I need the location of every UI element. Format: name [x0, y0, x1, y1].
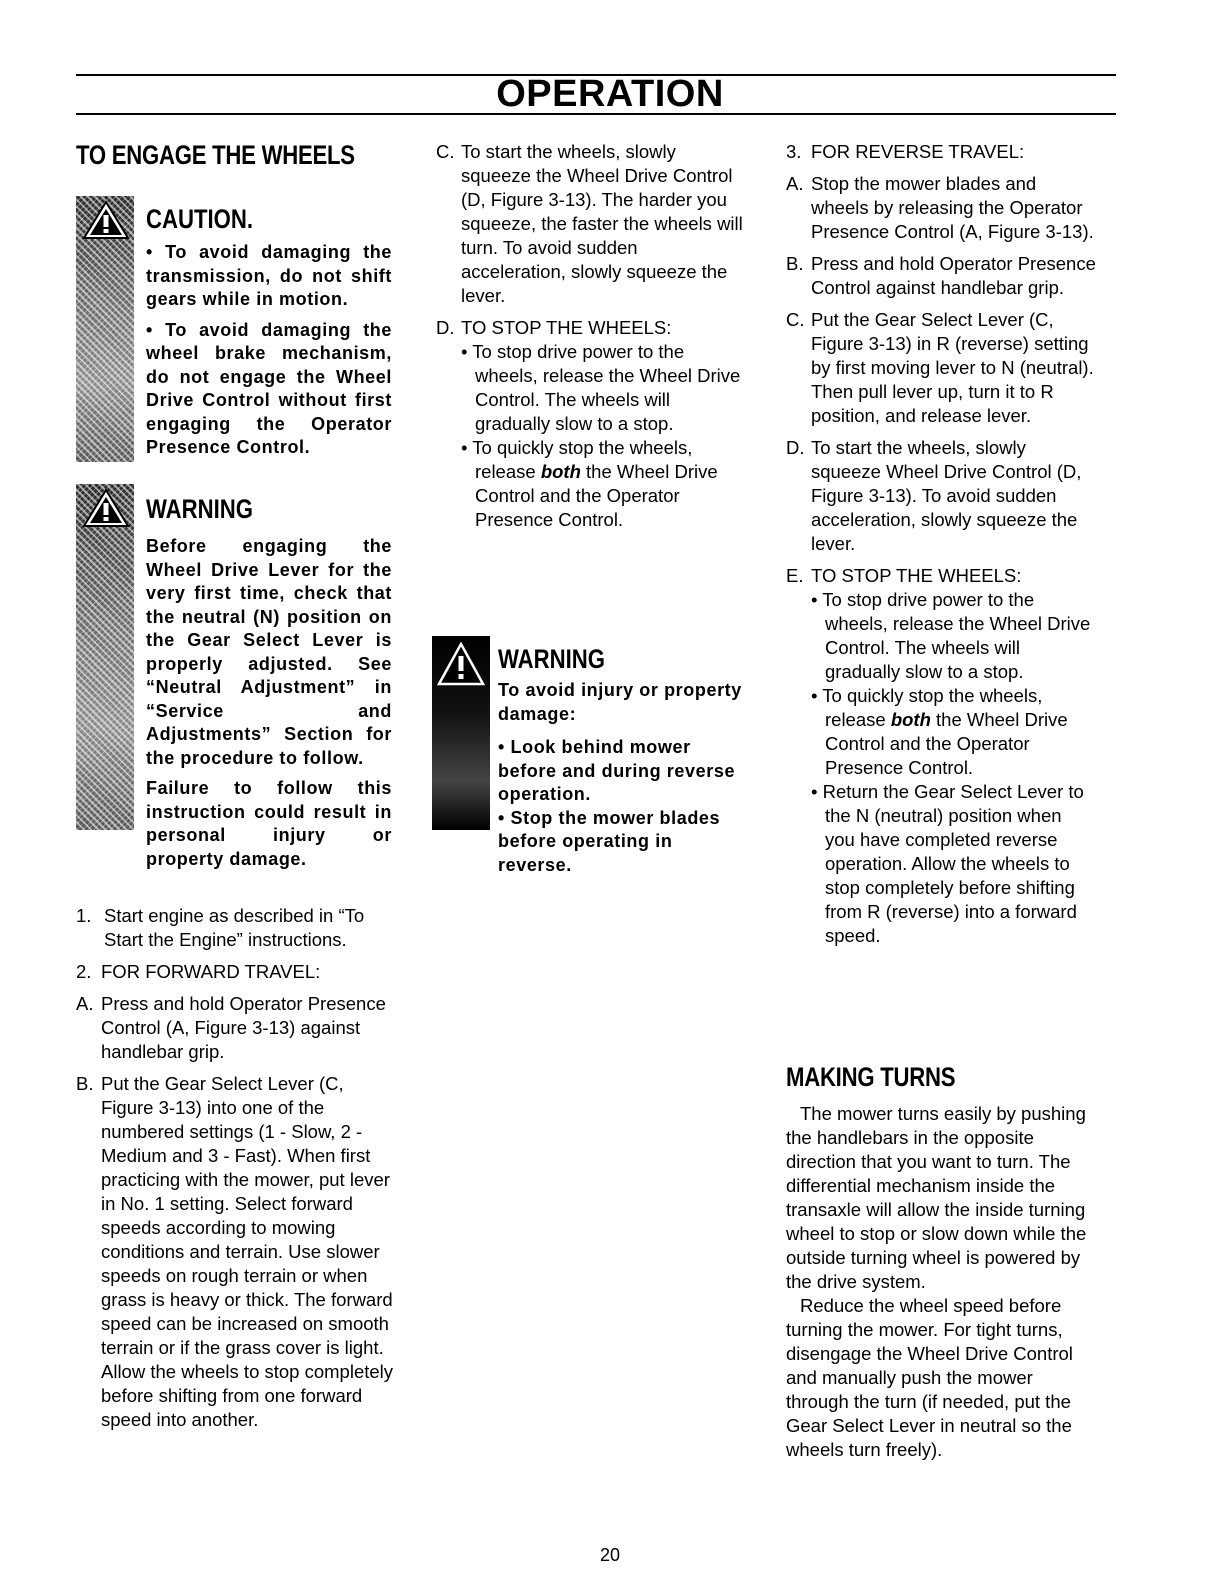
bullet-text: To stop drive power to the wheels, release the Wheel Drive Control. The wheels will gradually slow to a stop. [472, 341, 741, 434]
bullet-text: the Wheel Drive Control and the Operator Presence Control. [475, 461, 718, 530]
step-label: C. [786, 309, 805, 330]
header-rule [76, 113, 1116, 115]
warning-triangle-icon [82, 200, 130, 240]
warning-bullet-1: • Look behind mower before and during reverse operation. [498, 737, 736, 804]
warning-box [76, 484, 394, 869]
bullet-dot: • [146, 319, 166, 340]
warning-bullet-2: • Stop the mower blades before operating in reverse. [498, 807, 721, 875]
warning-title: WARNING [146, 494, 254, 524]
caution-bullet-2: To avoid damaging the wheel brake mechanism, do not engage the Wheel Drive Control without first engaging the Operator Presence Control. [146, 319, 392, 457]
emphasis: both [540, 461, 581, 482]
warning-triangle-icon [437, 642, 485, 686]
bullet-text: To quickly stop the wheels, release [472, 437, 693, 482]
step-text: Put the Gear Select Lever (C, Figure 3-13) into one of the numbered settings (1 - Slow, 2 - Medium and 3 - Fast). When first practicing with the mower, put lever in No. 1 setting. Select forward speeds according to mowing conditions and terrain. Use slower speeds on rough terrain or when grass is heavy or thick. The forward speed can be increased on smooth terrain or if the grass cover is light. Allow the wheels to stop completely before shifting from one forward speed into another. [101, 1073, 394, 1430]
step-label: 2. [76, 961, 92, 982]
page-title: OPERATION [496, 73, 724, 115]
step-label: B. [786, 253, 804, 274]
list-item [786, 308, 1096, 428]
paragraph: The mower turns easily by pushing the handlebars in the opposite direction that you want to turn. The differential mechanism inside the transaxle will allow the inside turning wheel to stop or slow down while the outside turning wheel is powered by the drive system. [786, 1103, 1087, 1292]
step-label: 3. [786, 141, 802, 162]
step-text: FOR REVERSE TRAVEL: [811, 141, 1025, 162]
warning-text-1: Before engaging the Wheel Drive Lever for the very first time, check that the neutral (N) position on the Gear Select Lever is properly adjusted. See “Neutral Adjustment” in “Service and Adjustments” Section for the procedure to follow. [146, 536, 392, 768]
step-label: A. [786, 173, 804, 194]
warning-text-2: Failure to follow this instruction could result in personal injury or property damage. [146, 778, 392, 869]
step-text: To start the wheels, slowly squeeze Wheel Drive Control (D, Figure 3-13). To avoid sudden acceleration, slowly squeeze the lever. [811, 437, 1082, 554]
bullet-item: • To stop drive power to the wheels, release the Wheel Drive Control. The wheels will gradually slow to a stop. [811, 589, 1091, 682]
step-text: Press and hold Operator Presence Control against handlebar grip. [811, 253, 1096, 298]
caution-bullet-1: To avoid damaging the transmission, do not shift gears while in motion. [146, 242, 392, 309]
emphasis: both [890, 709, 931, 730]
list-item [436, 316, 746, 532]
list-item [786, 140, 1096, 164]
list-item [786, 252, 1096, 300]
section-heading-making-turns: MAKING TURNS [786, 1062, 956, 1092]
section-heading-engage-wheels: TO ENGAGE THE WHEELS [76, 140, 355, 170]
step-text: Start engine as described in “To Start the Engine” instructions. [104, 905, 365, 950]
warning-title: WARNING [498, 644, 606, 674]
bullet-text: the Wheel Drive Control and the Operator Presence Control. [825, 709, 1068, 778]
bullet-item: • To quickly stop the wheels, release both the Wheel Drive Control and the Operator Presence Control. [461, 437, 718, 530]
paragraph: Reduce the wheel speed before turning the mower. For tight turns, disengage the Wheel Drive Control and manually push the mower through the turn (if needed, put the Gear Select Lever in neutral so the wheels turn freely). [786, 1295, 1073, 1460]
list-item [436, 140, 746, 308]
caution-title: CAUTION. [146, 204, 254, 234]
bullet-dot: • [146, 242, 166, 262]
step-text: FOR FORWARD TRAVEL: [101, 961, 321, 982]
list-item [76, 1072, 396, 1432]
warning-triangle-icon [82, 488, 130, 528]
bullet-item: • To stop drive power to the wheels, release the Wheel Drive Control. The wheels will gradually slow to a stop. [461, 341, 741, 434]
step-title: TO STOP THE WHEELS: [811, 565, 1022, 586]
reverse-warning-box [432, 636, 750, 875]
step-text: Press and hold Operator Presence Control (A, Figure 3-13) against handlebar grip. [101, 993, 386, 1062]
step-text: Stop the mower blades and wheels by releasing the Operator Presence Control (A, Figure 3-13). [811, 173, 1094, 242]
list-item [76, 904, 396, 952]
bullet-text: To quickly stop the wheels, release [822, 685, 1043, 730]
step-text: To start the wheels, slowly squeeze the Wheel Drive Control (D, Figure 3-13). The harder you squeeze, the faster the wheels will turn. To avoid sudden acceleration, slowly squeeze the lever. [461, 141, 743, 306]
bullet-item: • Return the Gear Select Lever to the N (neutral) position when you have completed reverse operation. Allow the wheels to stop completely before shifting from R (reverse) into a forward speed. [811, 781, 1084, 946]
step-label: B. [76, 1073, 94, 1094]
bullet-text: To stop drive power to the wheels, release the Wheel Drive Control. The wheels will gradually slow to a stop. [822, 589, 1091, 682]
step-label: E. [786, 565, 804, 586]
step-title: TO STOP THE WHEELS: [461, 317, 672, 338]
list-item [786, 564, 1096, 948]
page-number: 20 [599, 1545, 621, 1565]
step-label: D. [786, 437, 805, 458]
list-item [76, 992, 396, 1064]
step-label: D. [436, 317, 455, 338]
list-item [786, 172, 1096, 244]
warning-stripe [76, 484, 134, 830]
warning-intro: To avoid injury or property damage: [498, 680, 742, 724]
step-text: Put the Gear Select Lever (C, Figure 3-13) in R (reverse) setting by first moving lever to N (neutral). Then pull lever up, turn it to R position, and release lever. [811, 309, 1094, 426]
list-item [76, 960, 396, 984]
list-item [786, 436, 1096, 556]
step-label: C. [436, 141, 455, 162]
step-label: 1. [76, 905, 92, 926]
bullet-item: • To quickly stop the wheels, release both the Wheel Drive Control and the Operator Presence Control. [811, 685, 1068, 778]
bullet-text: Return the Gear Select Lever to the N (neutral) position when you have completed reverse operation. Allow the wheels to stop completely before shifting from R (reverse) into a forward speed. [822, 781, 1084, 946]
caution-box [76, 196, 394, 462]
step-label: A. [76, 993, 94, 1014]
